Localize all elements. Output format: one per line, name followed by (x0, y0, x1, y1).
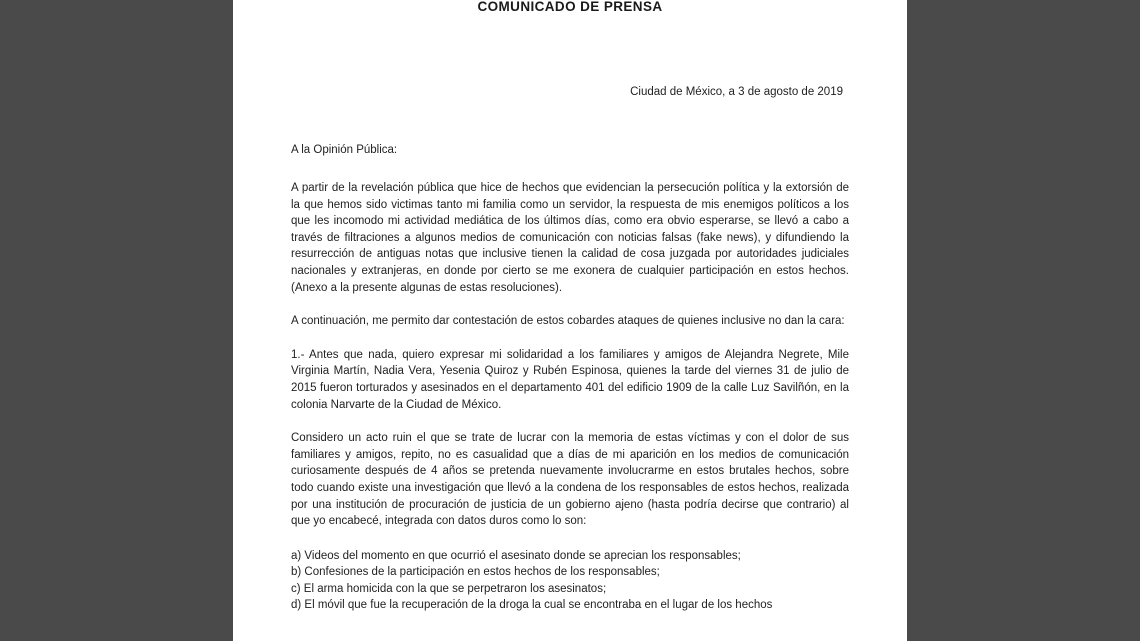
paragraph-1: A partir de la revelación pública que hice de hechos que evidencian la persecución política y la extorsión de la que hemos sido victimas tanto mi familia como un servidor, la respuesta de mis enemigos políticos a los que les incomodo mi actividad mediática de los últimos días, como era obvio esperarse, se llevó a cabo a través de filtraciones a algunos medios de comunicación con noticias falsas (fake news), y difundiendo la resurrección de antiguas notas que inclusive tienen la calidad de cosa juzgada por autoridades judiciales nacionales y extranjeras, en donde por cierto se me exonera de cualquier participación en estos hechos. (Anexo a la presente algunas de estas resoluciones). (291, 182, 849, 294)
paragraph-4: Considero un acto ruin el que se trate de lucrar con la memoria de estas víctimas y con el dolor de sus familiares y amigos, repito, no es casualidad que a días de mi aparición en los medios de comunicación curiosamente después de 4 años se pretenda nuevamente involucrarme en estos brutales hechos, sobre todo cuando existe una investigación que llevó a la condena de los responsables de estos hechos, realizada por una institución de procuración de justicia de un gobierno ajeno (hasta podría decirse que contrario) al que yo encabecé, integrada con datos duros como lo son: (291, 432, 849, 528)
paragraph-2: A continuación, me permito dar contestación de estos cobardes ataques de quienes inclusive no dan la cara: (291, 315, 845, 328)
evidence-list (291, 548, 849, 614)
list-item: b) Confesiones de la participación en estos hechos de los responsables; (291, 566, 660, 579)
document-page (233, 0, 907, 641)
paragraph-3: 1.- Antes que nada, quiero expresar mi solidaridad a los familiares y amigos de Alejandra Negrete, Mile Virginia Martín, Nadia Vera, Yesenia Quiroz y Rubén Espinosa, quienes la tarde del viernes 31 de julio de 2015 fueron torturados y asesinados en el departamento 401 del edificio 1909 de la calle Luz Savilñón, en la colonia Narvarte de la Ciudad de México. (291, 348, 849, 411)
page-title: COMUNICADO DE PRENSA (477, 0, 663, 14)
list-item: c) El arma homicida con la que se perpetraron los asesinatos; (291, 582, 607, 595)
list-item: d) El móvil que fue la recuperación de la droga la cual se encontraba en el lugar de los hechos (291, 599, 773, 612)
salutation: A la Opinión Pública: (291, 144, 398, 156)
place-and-date: Ciudad de México, a 3 de agosto de 2019 (630, 86, 843, 98)
list-item: a) Videos del momento en que ocurrió el asesinato donde se aprecian los responsables; (291, 549, 741, 562)
